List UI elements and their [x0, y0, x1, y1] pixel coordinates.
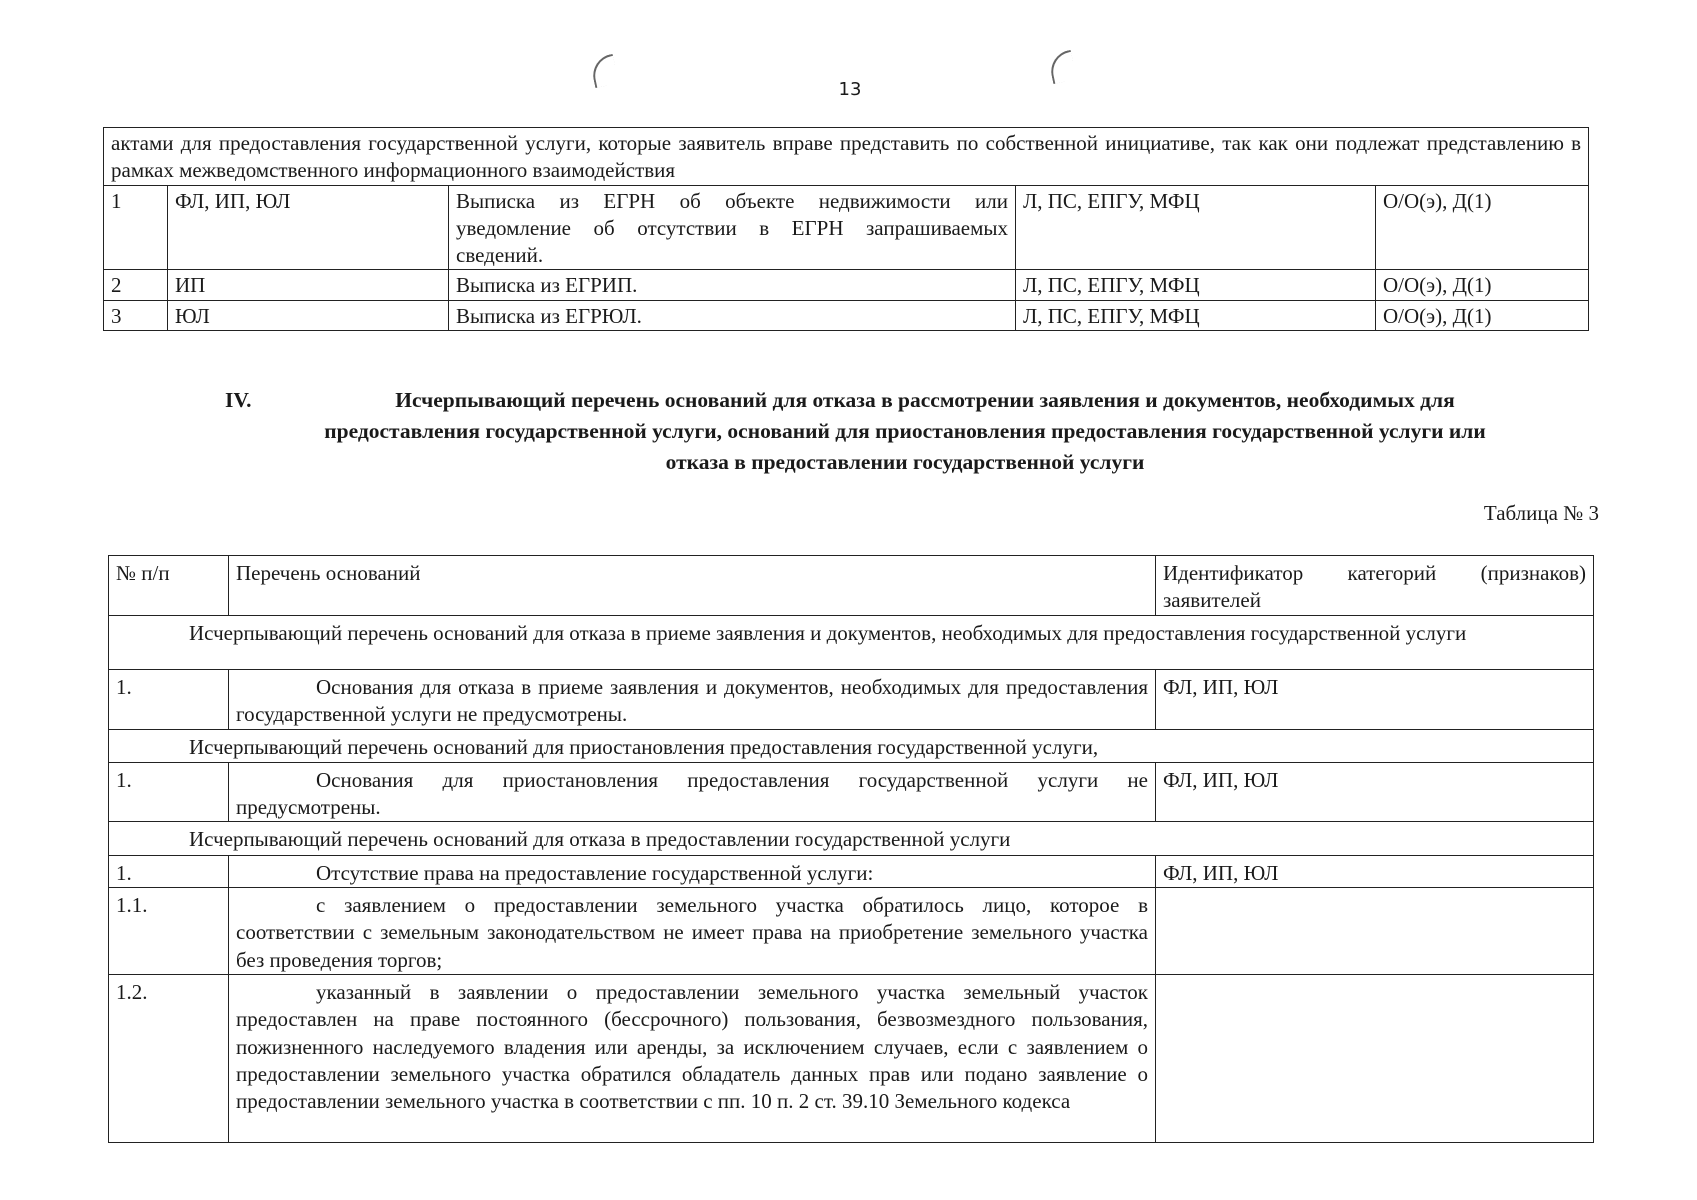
document-form: О/О(э), Д(1) [1376, 185, 1589, 270]
table-2-header-text: актами для предоставления государственной услуги, которые заявитель вправе представить по собственной инициативе, так как они подлежат представлению в рамках межведомственного информационного взаимодействия [104, 128, 1589, 186]
row-number: 1. [109, 670, 229, 730]
row-number: 1.2. [109, 974, 229, 1142]
group-title: Исчерпывающий перечень оснований для отказа в приеме заявления и документов, необходимых для предоставления государственной услуги [109, 616, 1594, 670]
group-title: Исчерпывающий перечень оснований для приостановления предоставления государственной услуги, [109, 729, 1594, 762]
group-title: Исчерпывающий перечень оснований для отказа в предоставлении государственной услуги [109, 822, 1594, 855]
document-name: Выписка из ЕГРН об объекте недвижимости или уведомление об отсутствии в ЕГРН запрашиваемых сведений. [449, 185, 1016, 270]
reason-text: Отсутствие права на предоставление государственной услуги: [229, 855, 1156, 887]
scan-mark-left [589, 54, 619, 88]
group-title-row [109, 822, 1594, 855]
refusal-reasons-table [108, 555, 1594, 1143]
document-name: Выписка из ЕГРИП. [449, 270, 1016, 300]
row-number: 1. [109, 855, 229, 887]
section-number: IV. [225, 388, 252, 412]
table-row [109, 888, 1594, 975]
scan-mark-right [1047, 50, 1077, 84]
table-caption: Таблица № 3 [1483, 501, 1599, 525]
applicant-identifier [1156, 974, 1594, 1142]
applicant-identifier: ФЛ, ИП, ЮЛ [1156, 670, 1594, 730]
table-row [104, 300, 1589, 330]
row-number: 1.1. [109, 888, 229, 975]
table-row [109, 974, 1594, 1142]
document-form: О/О(э), Д(1) [1376, 270, 1589, 300]
section-title-line-1: Исчерпывающий перечень оснований для отказа в рассмотрении заявления и документов, необходимых для [395, 388, 1455, 412]
column-header-identifier: Идентификатор категорий (признаков) заявителей [1156, 556, 1594, 616]
submission-method: Л, ПС, ЕПГУ, МФЦ [1016, 300, 1376, 330]
group-title-row [109, 729, 1594, 762]
reason-text: Основания для приостановления предоставления государственной услуги не предусмотрены. [229, 762, 1156, 822]
table-row [104, 128, 1589, 186]
section-title-line-2: предоставления государственной услуги, оснований для приостановления предоставления государственной услуги или [324, 419, 1486, 444]
reason-text: с заявлением о предоставлении земельного участка обратилось лицо, которое в соответствии с земельным законодательством не имеет права на приобретение земельного участка без проведения торгов; [229, 888, 1156, 975]
table-header-row [109, 556, 1594, 616]
submission-method: Л, ПС, ЕПГУ, МФЦ [1016, 270, 1376, 300]
row-number: 3 [104, 300, 168, 330]
column-header-reasons: Перечень оснований [229, 556, 1156, 616]
reason-text: Основания для отказа в приеме заявления и документов, необходимых для предоставления государственной услуги не предусмотрены. [229, 670, 1156, 730]
document-name: Выписка из ЕГРЮЛ. [449, 300, 1016, 330]
column-header-number: № п/п [109, 556, 229, 616]
applicant-identifier: ФЛ, ИП, ЮЛ [1156, 762, 1594, 822]
table-row [109, 855, 1594, 887]
applicant-identifier [1156, 888, 1594, 975]
group-title-row [109, 616, 1594, 670]
page-number: 13 [838, 79, 862, 100]
applicant-category: ФЛ, ИП, ЮЛ [168, 185, 449, 270]
table-row [104, 270, 1589, 300]
section-heading [215, 385, 1595, 479]
section-title-line-3: отказа в предоставлении государственной услуги [665, 450, 1145, 475]
documents-table [103, 127, 1589, 331]
row-number: 1. [109, 762, 229, 822]
table-row [109, 670, 1594, 730]
applicant-category: ИП [168, 270, 449, 300]
applicant-category: ЮЛ [168, 300, 449, 330]
reason-text: указанный в заявлении о предоставлении земельного участка земельный участок предоставлен на праве постоянного (бессрочного) пользования, безвозмездного пользования, пожизненного наследуемого владения или аренды, за исключением случаев, если с заявлением о предоставлении земельного участка обратился обладатель данных прав или подано заявление о предоставлении земельного участка в соответствии с пп. 10 п. 2 ст. 39.10 Земельного кодекса [229, 974, 1156, 1142]
row-number: 1 [104, 185, 168, 270]
row-number: 2 [104, 270, 168, 300]
table-row [109, 762, 1594, 822]
table-row [104, 185, 1589, 270]
applicant-identifier: ФЛ, ИП, ЮЛ [1156, 855, 1594, 887]
document-form: О/О(э), Д(1) [1376, 300, 1589, 330]
submission-method: Л, ПС, ЕПГУ, МФЦ [1016, 185, 1376, 270]
